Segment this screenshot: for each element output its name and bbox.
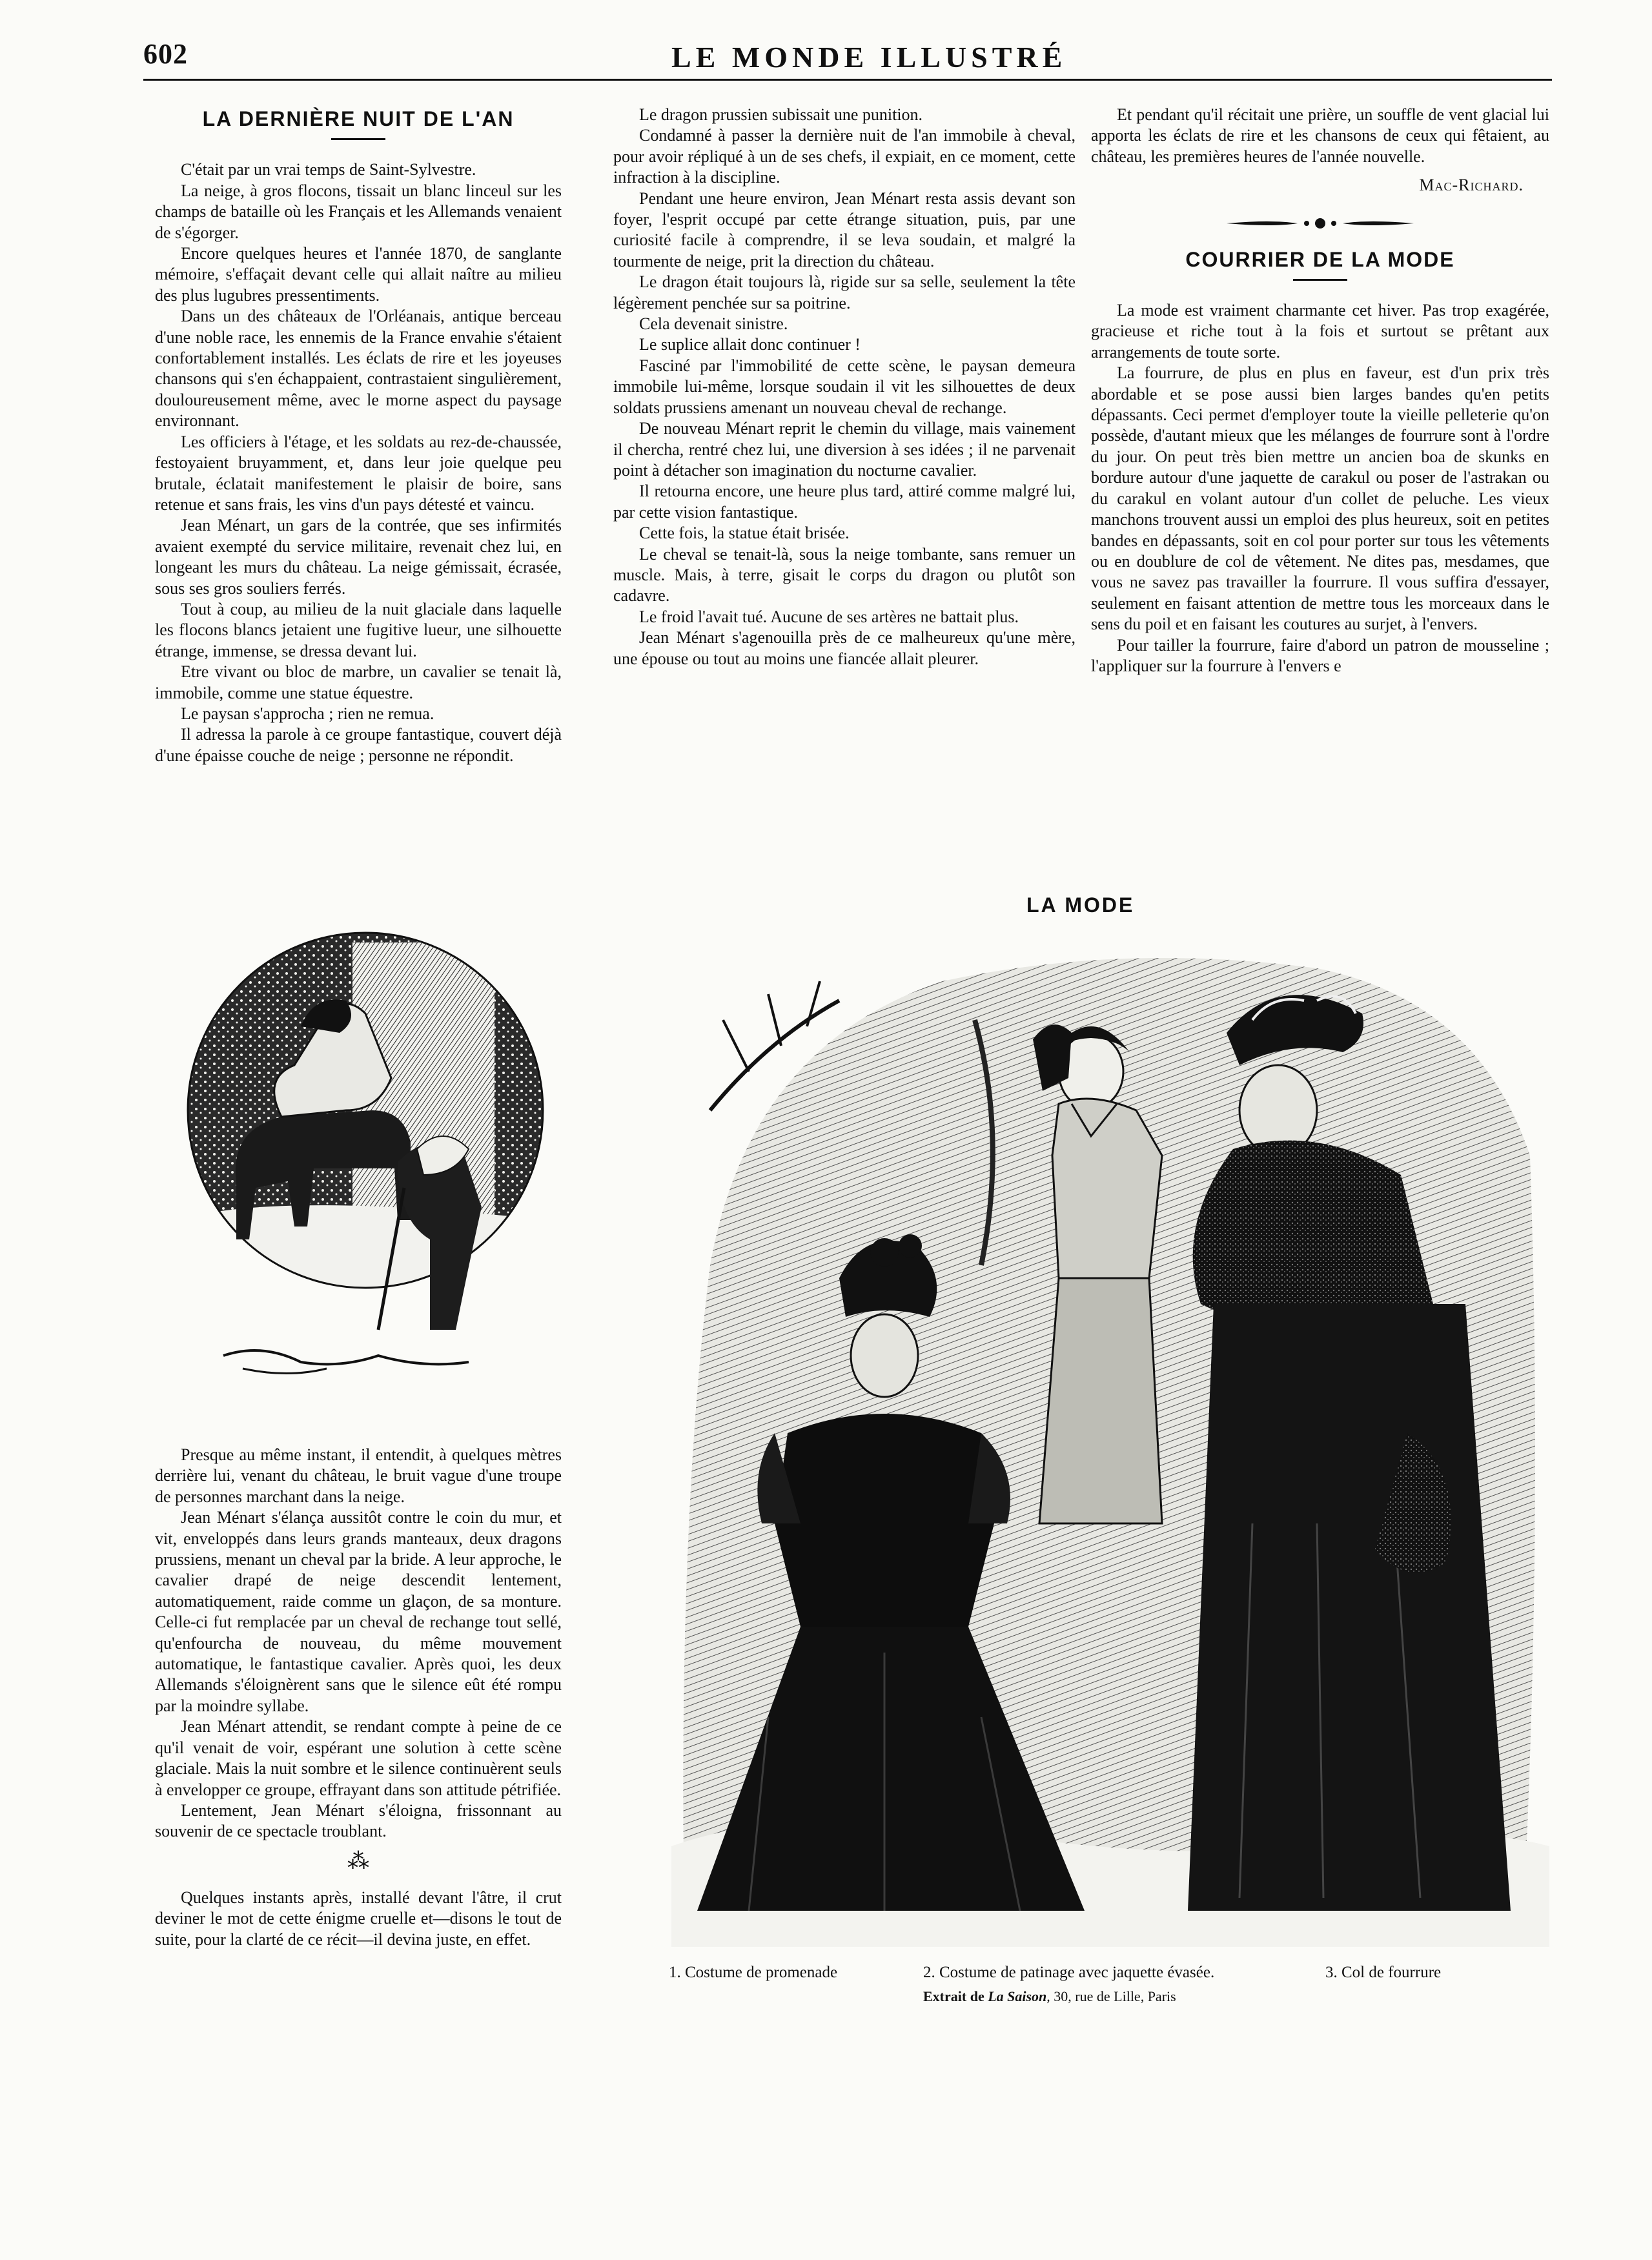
story-col1-lower-paragraph: Jean Ménart attendit, se rendant compte à peine de ce qu'il venait de voir, espérant une solution à cette scène glaciale. Mais la nuit sombre et le silence continuèrent seuls à envelopper ce groupe, effrayant dans son attitude pétrifiée. <box>155 1717 562 1799</box>
fashion-title: COURRIER DE LA MODE <box>1185 247 1455 271</box>
plate-credit <box>923 1988 1176 2005</box>
fashion-plate-engraving <box>671 942 1549 1947</box>
story-column-3 <box>1091 105 1549 677</box>
fashion-paragraph: La mode est vraiment charmante cet hiver. Pas trop exagérée, gracieuse et riche tout à la fois et surtout se prêtant aux arrangements de toute sorte. <box>1091 301 1549 361</box>
page-number: 602 <box>143 38 188 70</box>
story-col1-paragraph: La neige, à gros flocons, tissait un blanc linceul sur les champs de bataille où les Français et les Allemands venaient de s'égorger. <box>155 181 562 242</box>
story-column-2 <box>613 105 1076 669</box>
story-column-1 <box>155 108 562 766</box>
story-col1-paragraph: Le paysan s'approcha ; rien ne remua. <box>181 704 434 723</box>
story-col2-paragraph: Cela devenait sinistre. <box>639 314 788 334</box>
story-col1-paragraph: Encore quelques heures et l'année 1870, de sanglante mémoire, s'effaçait devant celle qui allait naître au milieu des plus lugubres pressentiments. <box>155 244 562 305</box>
fashion-title-rule <box>1293 279 1347 281</box>
credit-address: , 30, rue de Lille, Paris <box>1046 1988 1176 2004</box>
story-column-1-lower <box>155 1445 562 1950</box>
story-col1-final-paragraph: Quelques instants après, installé devant l'âtre, il crut deviner le mot de cette énigme cruelle et—disons le tout de suite, pour la clarté de ce récit—il devina juste, en effet. <box>155 1888 562 1949</box>
title-rule <box>331 138 385 140</box>
story-col1-lower-paragraph: Presque au même instant, il entendit, à quelques mètres derrière lui, venant du château, le bruit vague d'une troupe de personnes marchant dans la neige. <box>155 1445 562 1506</box>
story-col1-paragraph: Etre vivant ou bloc de marbre, un cavalier se tenait là, immobile, comme une statue équestre. <box>155 662 562 702</box>
story-col1-paragraph: Il adressa la parole à ce groupe fantastique, couvert déjà d'une épaisse couche de neige ; personne ne répondit. <box>155 725 562 765</box>
caption-1: 1. Costume de promenade <box>669 1964 838 1981</box>
story-title: LA DERNIÈRE NUIT DE L'AN <box>202 107 515 130</box>
plate-section-title: LA MODE <box>1026 893 1135 917</box>
story-column-3-body <box>1091 105 1549 167</box>
story-col2-paragraph: Il retourna encore, une heure plus tard, attiré comme malgré lui, par cette vision fantastique. <box>613 482 1076 522</box>
snowy-horseman-engraving <box>185 917 546 1381</box>
credit-prefix: Extrait de <box>923 1988 984 2004</box>
header-rule <box>143 79 1552 81</box>
story-col1-lower-paragraph: Lentement, Jean Ménart s'éloigna, frissonnant au souvenir de ce spectacle troublant. <box>155 1800 562 1841</box>
caption-2: 2. Costume de patinage avec jaquette évasée. <box>923 1964 1215 1981</box>
story-col2-paragraph: Jean Ménart s'agenouilla près de ce malheureux qu'une mère, une épouse ou tout au moins une fiancée allait pleurer. <box>613 628 1076 668</box>
fashion-paragraph: Pour tailler la fourrure, faire d'abord un patron de mousseline ; l'appliquer sur la fourrure à l'envers e <box>1091 635 1549 675</box>
story-col2-paragraph: Condamné à passer la dernière nuit de l'an immobile à cheval, pour avoir répliqué à un de ses chefs, il expiait, en ce moment, cette infraction à la discipline. <box>613 126 1076 187</box>
story-col2-paragraph: Cette fois, la statue était brisée. <box>639 524 850 543</box>
caption-3: 3. Col de fourrure <box>1325 1964 1442 1981</box>
story-col2-paragraph: Le froid l'avait tué. Aucune de ses artères ne battait plus. <box>639 607 1019 626</box>
story-col2-paragraph: Le cheval se tenait-là, sous la neige tombante, sans remuer un muscle. Mais, à terre, gisait le corps du dragon ou plutôt son cadavre. <box>613 544 1076 606</box>
story-column-2-body <box>613 105 1076 669</box>
journal-title: LE MONDE ILLUSTRÉ <box>671 41 1067 74</box>
story-signature: Mac-Richard. <box>1419 176 1524 195</box>
fashion-body <box>1091 300 1549 677</box>
story-col1-paragraph: Les officiers à l'étage, et les soldats au rez-de-chaussée, festoyaient bruyamment, et, dans leur joie quelque peu brutale, éclatait manifestement le plaisir de boire, sans retenue et sans frais, les vins d'un pays détesté et vaincu. <box>155 432 562 514</box>
story-col1-paragraph: Dans un des châteaux de l'Orléanais, antique berceau d'une noble race, les ennemis de la France envahie s'étaient confortablement installés. Les éclats de rire et les joyeuses chansons qui s'en échappaient, contrastaient singulièrement, douloureusement même, avec le morne aspect du paysage environnant. <box>155 307 562 431</box>
story-col1-paragraph: C'était par un vrai temps de Saint-Sylvestre. <box>181 160 476 179</box>
story-col2-paragraph: De nouveau Ménart reprit le chemin du village, mais vainement il chercha, rentré chez lui, une diversion à ses idées ; il ne parvenait point à détacher son imagination du nocturne cavalier. <box>613 419 1076 480</box>
credit-magazine: La Saison <box>988 1988 1047 2004</box>
story-col1-paragraph: Tout à coup, au milieu de la nuit glaciale dans laquelle les flocons blancs jetaient une fugitive lueur, une silhouette étrange, immense, se dressa devant lui. <box>155 599 562 660</box>
section-asterism: ⁂ <box>347 1849 369 1873</box>
story-col2-paragraph: Pendant une heure environ, Jean Ménart resta assis devant son foyer, l'esprit occupé par cette étrange situation, puis, par une curiosité facile à comprendre, il se leva soudain, et malgré la tourmente de neige, prit la direction du château. <box>613 188 1076 270</box>
fashion-paragraph: La fourrure, de plus en plus en faveur, est d'un prix très abordable et se pose aussi bien larges bandes qu'en petits dépassants. Ceci permet d'employer toute la vieille pelleterie qu'on possède, d'autant mieux que les mélanges de fourrure sont à l'ordre du jour. On peut très bien mettre un ancien boa de skunks en bordure autour d'une jaquette de carakul ou poser de l'astrakan ou du carakul en volant autour d'un collet de peluche. Les vieux manchons trouvent aussi un emploi des plus heureux, soit en petites bandes en dépassants, soit en col pour porter sur tous les vêtements ou en doublure de col de vêtement. Ne dites pas, mesdames, que vous ne savez pas travailler la fourrure. Il vous suffira d'essayer, seulement en faisant attention de mettre tous les morceaux dans le sens du poil et en faisant les coutures au surjet, à l'envers. <box>1091 363 1549 634</box>
story-col2-paragraph: Le dragon prussien subissait une punition. <box>639 105 923 124</box>
story-column-1-final-body <box>155 1888 562 1950</box>
ornament-divider <box>1227 216 1414 231</box>
story-col2-paragraph: Le suplice allait donc continuer ! <box>639 335 861 354</box>
story-col2-paragraph: Fasciné par l'immobilité de cette scène, le paysan demeura immobile lui-même, lorsque soudain il vit les silhouettes de deux soldats prussiens amenant un nouveau cheval de rechange. <box>613 356 1076 417</box>
story-column-1-lower-body <box>155 1445 562 1842</box>
story-col1-paragraph: Jean Ménart, un gars de la contrée, que ses infirmités avaient exempté du service militaire, revenait chez lui, en longeant les murs du château. La neige gémissait, écrasée, sous ses gros souliers ferrés. <box>155 516 562 598</box>
story-column-1-body <box>155 159 562 766</box>
story-col1-lower-paragraph: Jean Ménart s'élança aussitôt contre le coin du mur, et vit, enveloppés dans leurs grands manteaux, deux dragons prussiens, menant un cheval par la bride. A leur approche, le cavalier drapé de neige descendit lentement, automatiquement, raide comme un glaçon, de sa monture. Celle-ci fut remplacée par un cheval de rechange tout sellé, qu'enfourcha de nouveau, du même mouvement automatique, le fantastique cavalier. Après quoi, les deux Allemands s'éloignèrent sans que le silence eût été rompu par la moindre syllabe. <box>155 1508 562 1715</box>
story-col2-paragraph: Le dragon était toujours là, rigide sur sa selle, seulement la tête légèrement penchée sur sa poitrine. <box>613 272 1076 312</box>
story-col3-paragraph: Et pendant qu'il récitait une prière, un souffle de vent glacial lui apporta les éclats de rire et les chansons de ceux qui fêtaient, au château, les premières heures de l'année nouvelle. <box>1091 105 1549 166</box>
